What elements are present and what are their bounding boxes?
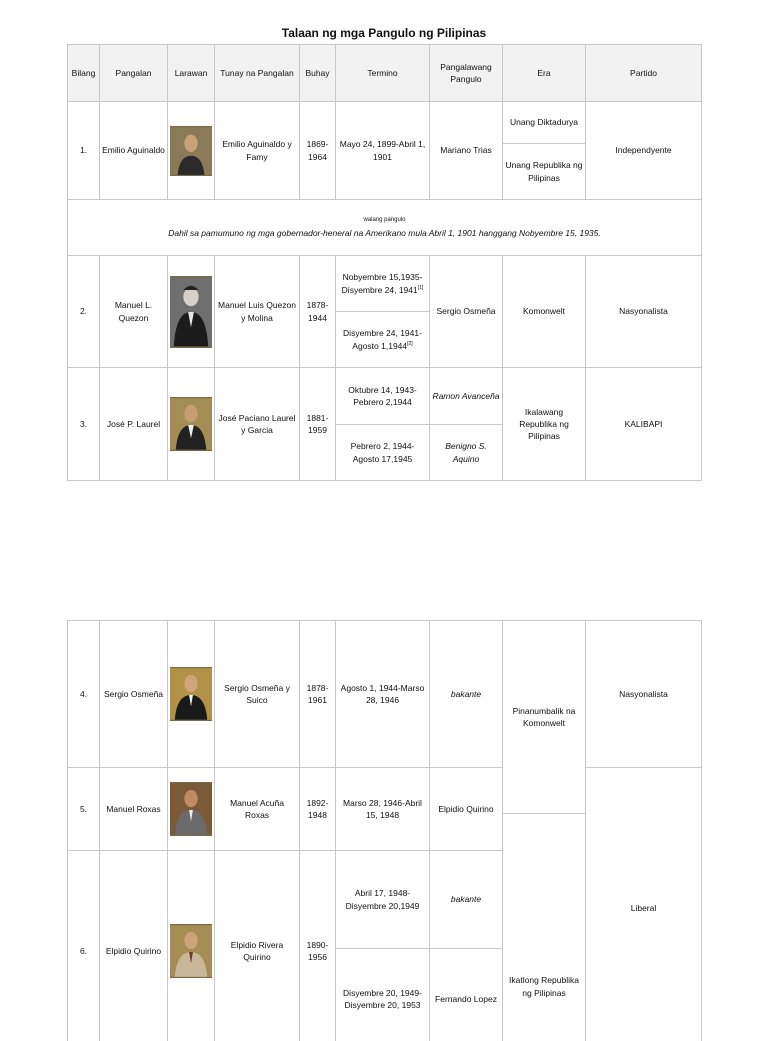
row5-term: Marso 28, 1946-Abril 15, 1948: [336, 768, 429, 850]
row2-term-2-text: Disyembre 24, 1941-Agosto 1,1944: [343, 328, 422, 351]
row2-vp: Sergio Osmeña: [430, 256, 502, 367]
row4-era: Pinanumbalik na Komonwelt: [503, 621, 585, 813]
row5-life: 1892-1948: [300, 768, 335, 850]
row6-portrait-cell: [168, 851, 214, 1041]
row6-term-2: Disyembre 20, 1949-Disyembre 20, 1953: [336, 949, 429, 1041]
row2-term-2: [336, 312, 429, 367]
row3-era: Ikalawang Republika ng Pilipinas: [503, 368, 585, 480]
row2-term-1: [336, 256, 429, 311]
portrait-roxas: [170, 782, 212, 836]
row2-name: Manuel L. Quezon: [100, 256, 167, 367]
row4-life: 1878-1961: [300, 621, 335, 767]
row3-real-name: José Paciano Laurel y Garcia: [215, 368, 299, 480]
page-title: Talaan ng mga Pangulo ng Pilipinas: [281, 26, 487, 40]
row3-term-1: Oktubre 14, 1943-Pebrero 2,1944: [336, 368, 429, 424]
row2-life: 1878-1944: [300, 256, 335, 367]
row2-party: Nasyonalista: [586, 256, 701, 367]
portrait-quirino: [170, 924, 212, 978]
row1-era-2: Unang Republika ng Pilipinas: [503, 144, 585, 199]
header-pangalan: Pangalan: [100, 45, 167, 101]
row1-number: 1.: [68, 102, 99, 199]
row2-real-name: Manuel Luis Quezon y Molina: [215, 256, 299, 367]
header-bilang: Bilang: [68, 45, 99, 101]
row6-number: 6.: [68, 851, 99, 1041]
portrait-quezon: [170, 276, 212, 348]
row1-real-name: Emilio Aguinaldo y Famy: [215, 102, 299, 199]
row4-real-name: Sergio Osmeña y Suico: [215, 621, 299, 767]
row3-number: 3.: [68, 368, 99, 480]
row3-party: KALIBAPI: [586, 368, 701, 480]
row6-party: Liberal: [586, 768, 701, 1041]
header-tunay-na-pangalan: Tunay na Pangalan: [215, 45, 299, 101]
row3-vp-1: Ramon Avanceña: [430, 368, 502, 424]
header-partido: Partido: [586, 45, 701, 101]
row1-term: Mayo 24, 1899-Abril 1, 1901: [336, 102, 429, 199]
row1-name: Emilio Aguinaldo: [100, 102, 167, 199]
row4-name: Sergio Osmeña: [100, 621, 167, 767]
row6-term-1: Abril 17, 1948-Disyembre 20,1949: [336, 851, 429, 948]
presidents-table-2: [67, 620, 702, 1041]
row3-name: José P. Laurel: [100, 368, 167, 480]
row5-name: Manuel Roxas: [100, 768, 167, 850]
row5-vp: Elpidio Quirino: [430, 768, 502, 850]
header-buhay: Buhay: [300, 45, 335, 101]
header-larawan: Larawan: [168, 45, 214, 101]
row5-real-name: Manuel Acuña Roxas: [215, 768, 299, 850]
row6-vp-2: Fernando Lopez: [430, 949, 502, 1041]
row3-term-2: Pebrero 2, 1944-Agosto 17,1945: [336, 425, 429, 480]
row6-life: 1890-1956: [300, 851, 335, 1041]
row4-term: Agosto 1, 1944-Marso 28, 1946: [336, 621, 429, 767]
row2-number: 2.: [68, 256, 99, 367]
row1-era-1: Unang Diktadurya: [503, 102, 585, 143]
row4-vp: bakante: [430, 621, 502, 767]
row5-number: 5.: [68, 768, 99, 850]
portrait-laurel: [170, 397, 212, 451]
header-pangalawang-pangulo: Pangalawang Pangulo: [430, 45, 502, 101]
row2-term-2-note[interactable]: [2]: [407, 340, 413, 347]
portrait-aguinaldo: [170, 126, 212, 176]
row4-party: Nasyonalista: [586, 621, 701, 767]
row2-portrait-cell: [168, 256, 214, 367]
row4-number: 4.: [68, 621, 99, 767]
presidents-table-1: [67, 44, 702, 481]
row1-party: Independyente: [586, 102, 701, 199]
row1-portrait-cell: [168, 102, 214, 199]
banner-small-text: walang pangulo: [363, 216, 406, 223]
row2-term-1-text: Nobyembre 15,1935-Disyembre 24, 1941: [341, 272, 423, 295]
row6-vp-1: bakante: [430, 851, 502, 948]
row6-real-name: Elpidio Rivera Quirino: [215, 851, 299, 1041]
row3-vp-2: Benigno S. Aquino: [430, 425, 502, 480]
row3-portrait-cell: [168, 368, 214, 480]
row6-name: Elpidio Quirino: [100, 851, 167, 1041]
row5-portrait-cell: [168, 768, 214, 850]
row2-era: Komonwelt: [503, 256, 585, 367]
portrait-osmena: [170, 667, 212, 721]
row6-era: Ikatlong Republika ng Pilipinas: [503, 814, 585, 1041]
header-era: Era: [503, 45, 585, 101]
row1-vp: Mariano Trias: [430, 102, 502, 199]
no-president-banner: [68, 200, 701, 255]
header-termino: Termino: [336, 45, 429, 101]
banner-text: Dahil sa pamumuno ng mga gobernador-heneral na Amerikano mula Abril 1, 1901 hanggang Nobyembre 15, 1935.: [168, 228, 601, 239]
row1-life: 1869-1964: [300, 102, 335, 199]
row4-portrait-cell: [168, 621, 214, 767]
row2-term-1-note[interactable]: [1]: [417, 284, 424, 291]
row3-life: 1881-1959: [300, 368, 335, 480]
